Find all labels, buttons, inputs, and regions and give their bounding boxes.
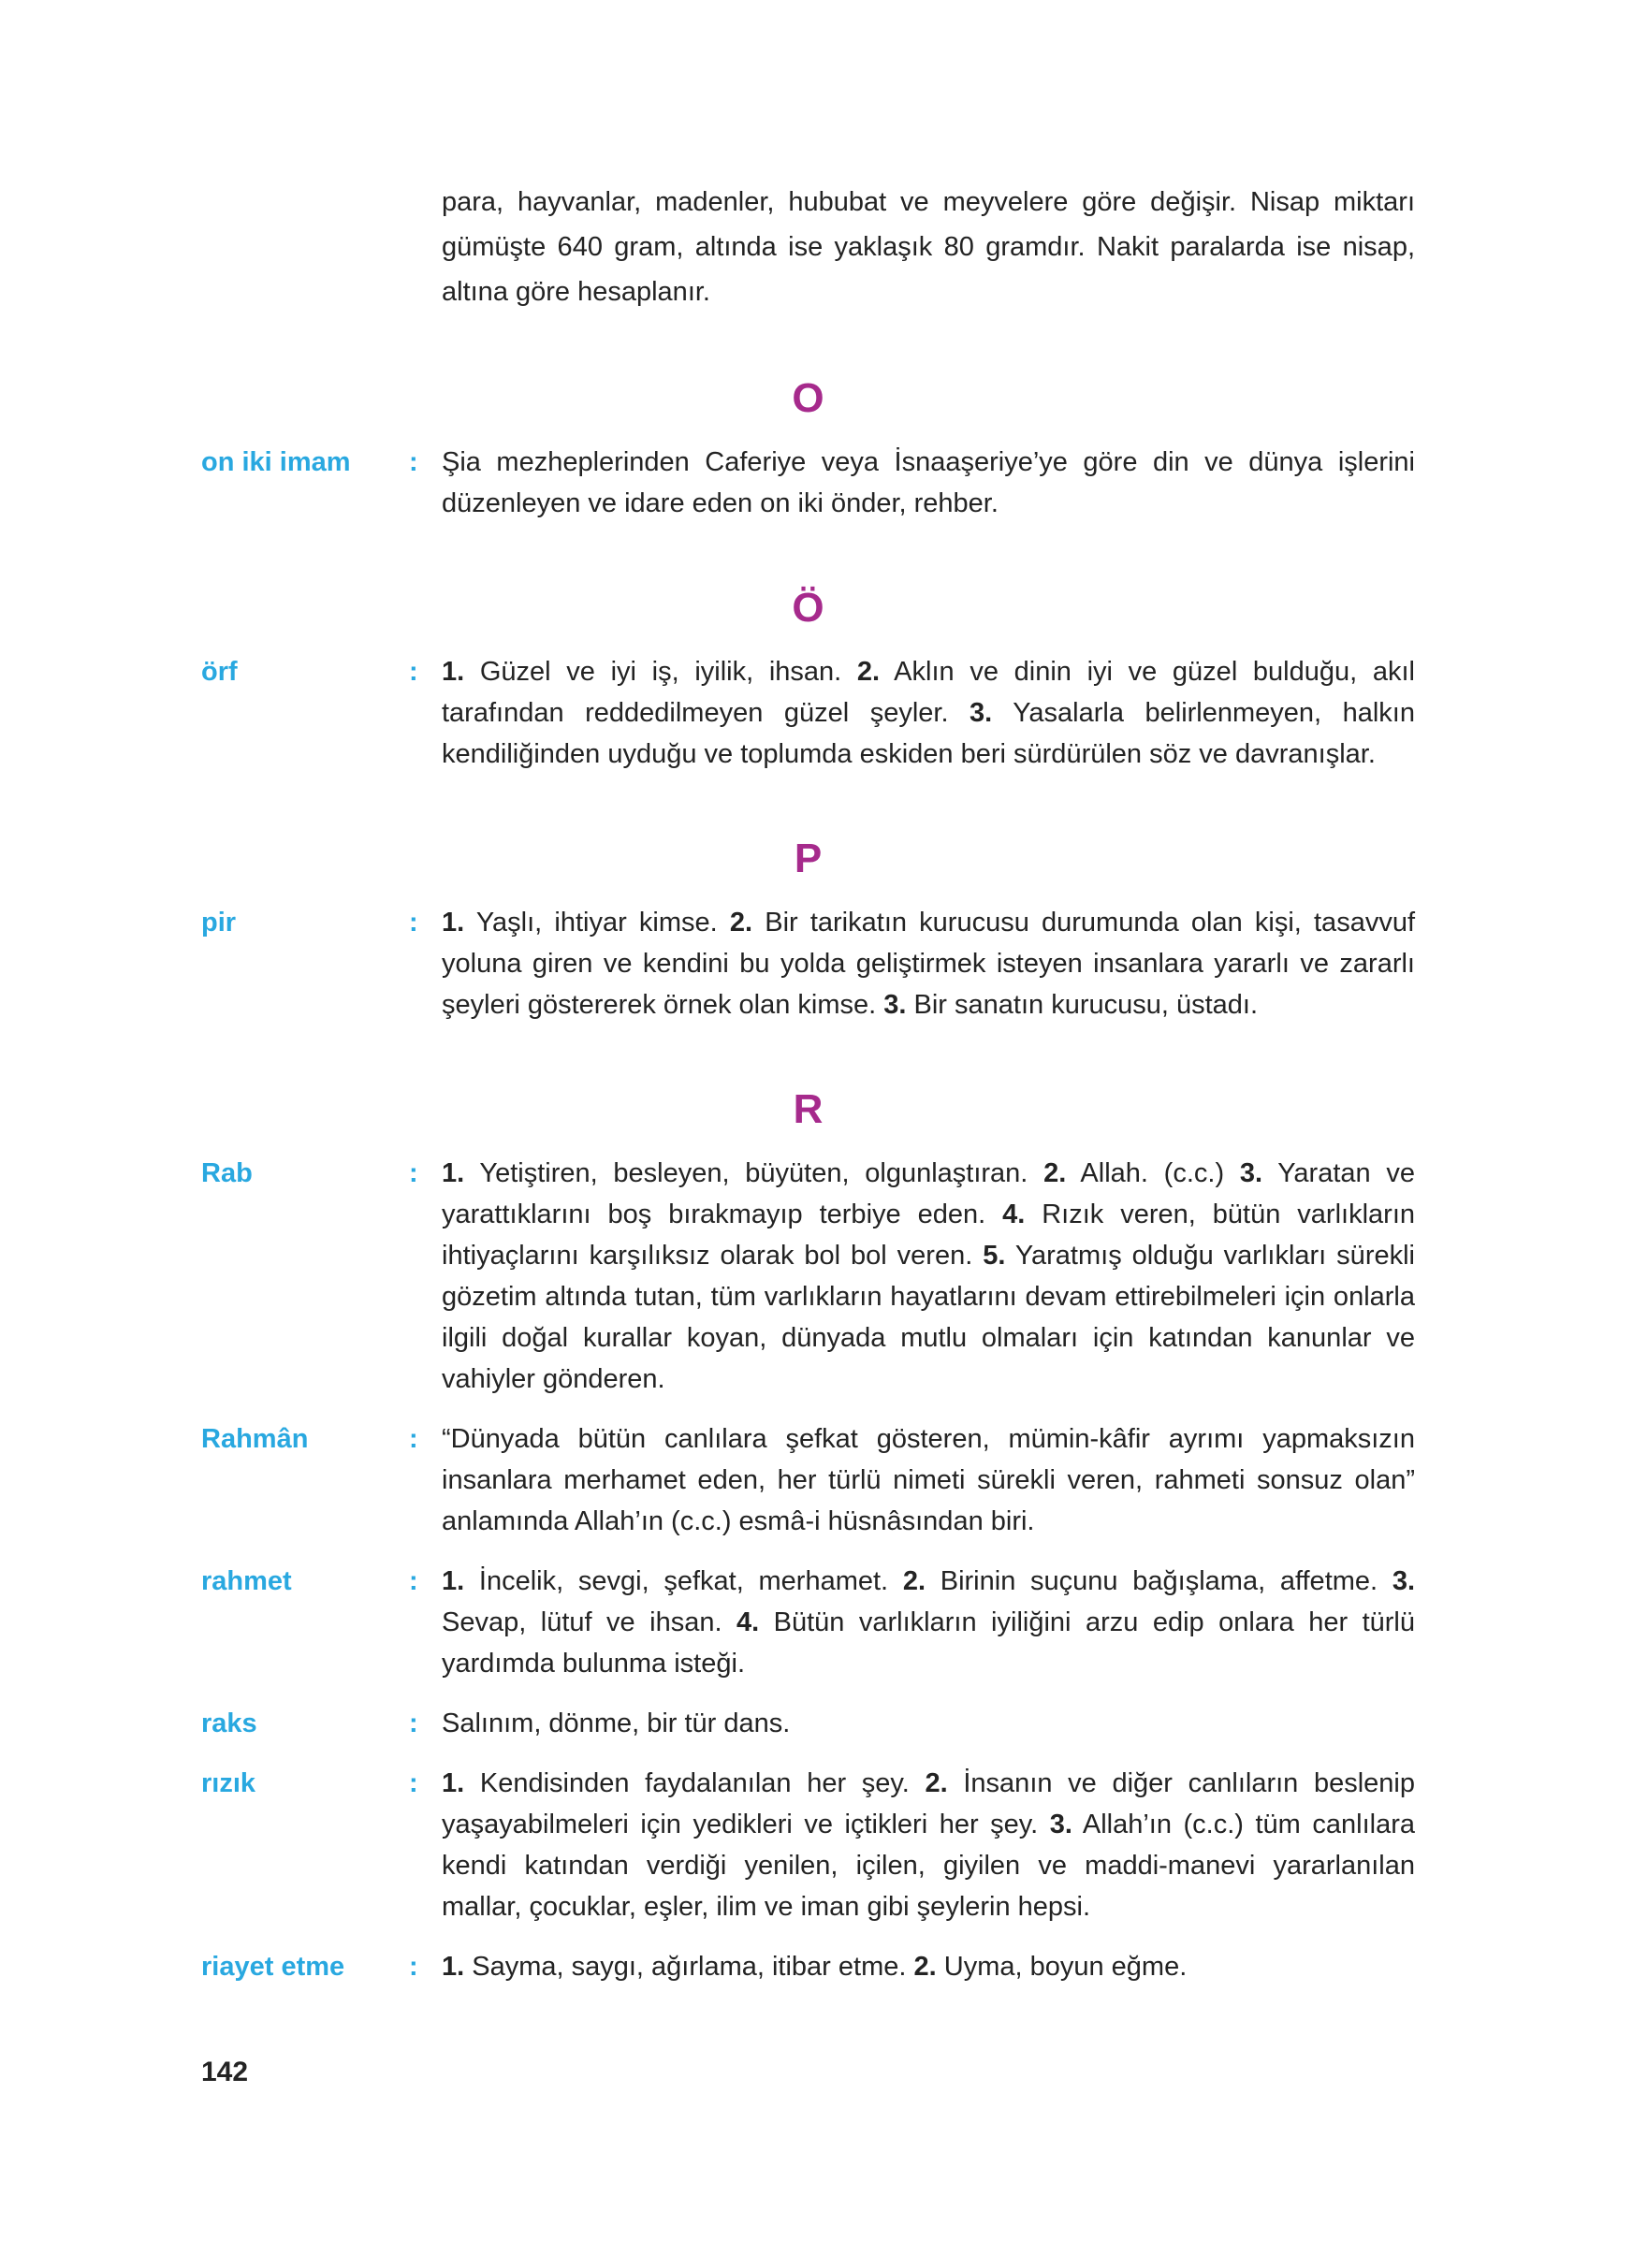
definition-number: 2.	[925, 1768, 948, 1798]
definition-text	[442, 1418, 1415, 1542]
glossary-entry	[201, 1153, 1415, 1400]
glossary-entry	[201, 1561, 1415, 1684]
term-label: riayet etme	[201, 1952, 345, 1982]
definition-text	[442, 651, 1415, 775]
definition-number: 1.	[442, 908, 465, 938]
definition-segment: Kendisinden faydalanılan her şey.	[464, 1768, 926, 1798]
definition-segment: Yaşlı, ihtiyar kimse.	[464, 908, 730, 938]
definition-text	[442, 1703, 1415, 1744]
section-letter-r: R	[793, 1086, 824, 1132]
definition-number: 1.	[442, 1158, 465, 1188]
definition-segment: Şia mezheplerinden Caferiye veya İsnaaşeriye’ye göre din ve dünya işlerini düzenleyen ve idare eden on iki önder, rehber.	[442, 447, 1415, 518]
definition-text	[442, 442, 1415, 524]
definition-number: 3.	[883, 990, 907, 1020]
colon-separator: :	[409, 908, 418, 938]
definition-number: 2.	[913, 1952, 937, 1982]
term-label: örf	[201, 657, 238, 687]
definition-segment: “Dünyada bütün canlılara şefkat gösteren, mümin-kâfir ayrımı yapmaksızın insanlara merhamet eden, her türlü nimeti sürekli veren, rahmeti sonsuz olan” anlamında Allah’ın (c.c.) esmâ-i hüsnâsından biri.	[442, 1424, 1415, 1536]
glossary-entry	[201, 651, 1415, 775]
definition-segment: Yetiştiren, besleyen, büyüten, olgunlaştıran.	[464, 1158, 1044, 1188]
definition-number: 1.	[442, 1768, 465, 1798]
definition-text	[442, 902, 1415, 1025]
definition-segment: Sevap, lütuf ve ihsan.	[442, 1607, 736, 1637]
term-label: Rab	[201, 1158, 253, 1188]
glossary-entry	[201, 442, 1415, 524]
glossary-entry	[201, 1418, 1415, 1542]
definition-segment: İncelik, sevgi, şefkat, merhamet.	[464, 1566, 903, 1596]
definition-text	[442, 1153, 1415, 1400]
glossary-entry	[201, 1946, 1415, 1987]
definition-number: 2.	[856, 657, 881, 687]
intro-paragraph: para, hayvanlar, madenler, hububat ve meyvelere göre değişir. Nisap miktarı gümüşte 640 gram, altında ise yaklaşık 80 gramdır. Nakit paralarda ise nisap, altına göre hesaplanır.	[442, 187, 1415, 307]
definition-text	[442, 1946, 1415, 1987]
definition-number: 4.	[1002, 1199, 1026, 1229]
definition-segment: Uyma, boyun eğme.	[936, 1952, 1188, 1982]
definition-segment: Rızık veren, bütün varlıkların ihtiyaçlarını karşılıksız olarak bol bol veren.	[442, 1199, 1416, 1271]
colon-separator: :	[409, 1566, 418, 1596]
colon-separator: :	[409, 1708, 418, 1738]
term-label: pir	[201, 908, 237, 938]
definition-segment: Bir sanatın kurucusu, üstadı.	[906, 990, 1259, 1020]
definition-segment: Salınım, dönme, bir tür dans.	[442, 1708, 791, 1738]
definition-segment: Bütün varlıkların iyiliğini arzu edip onlara her türlü yardımda bulunma isteği.	[442, 1607, 1415, 1679]
definition-segment: Birinin suçunu bağışlama, affetme.	[926, 1566, 1392, 1596]
definition-segment: Güzel ve iyi iş, iyilik, ihsan.	[464, 657, 857, 687]
term-label: Rahmân	[201, 1424, 309, 1454]
colon-separator: :	[409, 1424, 418, 1454]
colon-separator: :	[409, 447, 418, 477]
definition-number: 4.	[736, 1607, 760, 1637]
term-label: rahmet	[201, 1566, 292, 1596]
definition-number: 3.	[970, 698, 993, 728]
definition-segment: Allah. (c.c.)	[1066, 1158, 1240, 1188]
definition-segment: İnsanın ve diğer canlıların beslenip yaşayabilmeleri için yedikleri ve içtikleri her şey.	[442, 1768, 1415, 1839]
term-label: raks	[201, 1708, 257, 1738]
colon-separator: :	[409, 1768, 418, 1798]
definition-segment: Yaratan ve yarattıklarını boş bırakmayıp terbiye eden.	[442, 1158, 1416, 1229]
colon-separator: :	[409, 1952, 418, 1982]
page-number: 142	[201, 2057, 249, 2087]
definition-segment: Aklın ve dinin iyi ve güzel bulduğu, akıl tarafından reddedilmeyen güzel şeyler.	[442, 657, 1416, 728]
definition-segment: Bir tarikatın kurucusu durumunda olan kişi, tasavvuf yoluna giren ve kendini bu yolda geliştirmek isteyen insanlara yararlı ve zararlı şeyleri göstererek örnek olan kimse.	[442, 908, 1416, 1020]
definition-number: 2.	[902, 1566, 926, 1596]
term-label: on iki imam	[201, 447, 351, 477]
definition-segment: Yaratmış olduğu varlıkları sürekli gözetim altında tutan, tüm varlıkların hayatlarını devam ettirebilmeleri için onlarla ilgili doğal kurallar koyan, dünyada mutlu olmaları için katından kanunlar ve vahiyler gönderen.	[442, 1241, 1415, 1394]
colon-separator: :	[409, 1158, 418, 1188]
section-letter-o: O	[792, 375, 824, 421]
definition-text	[442, 1763, 1415, 1927]
definition-number: 3.	[1392, 1566, 1415, 1596]
section-letter-p: P	[794, 836, 823, 881]
colon-separator: :	[409, 657, 418, 687]
glossary	[201, 374, 1415, 1987]
definition-number: 1.	[442, 1952, 465, 1982]
definition-number: 1.	[442, 657, 465, 687]
glossary-entry	[201, 902, 1415, 1025]
definition-number: 2.	[1043, 1158, 1067, 1188]
definition-number: 3.	[1049, 1810, 1072, 1839]
section-letter-ö: Ö	[792, 585, 824, 631]
term-label: rızık	[201, 1768, 256, 1798]
definition-number: 2.	[729, 908, 753, 938]
definition-number: 5.	[983, 1241, 1006, 1271]
glossary-entry	[201, 1763, 1415, 1927]
definition-segment: Sayma, saygı, ağırlama, itibar etme.	[464, 1952, 914, 1982]
definition-segment: Yasalarla belirlenmeyen, halkın kendiliğinden uyduğu ve toplumda eskiden beri sürdürülen söz ve davranışlar.	[442, 698, 1415, 769]
glossary-entry	[201, 1703, 1415, 1744]
definition-segment: Allah’ın (c.c.) tüm canlılara kendi katından verdiği yenilen, içilen, giyilen ve maddi-manevi yararlanılan mallar, çocuklar, eşler, ilim ve iman gibi şeylerin hepsi.	[442, 1810, 1415, 1922]
definition-number: 1.	[442, 1566, 465, 1596]
definition-number: 3.	[1239, 1158, 1263, 1188]
definition-text	[442, 1561, 1415, 1684]
